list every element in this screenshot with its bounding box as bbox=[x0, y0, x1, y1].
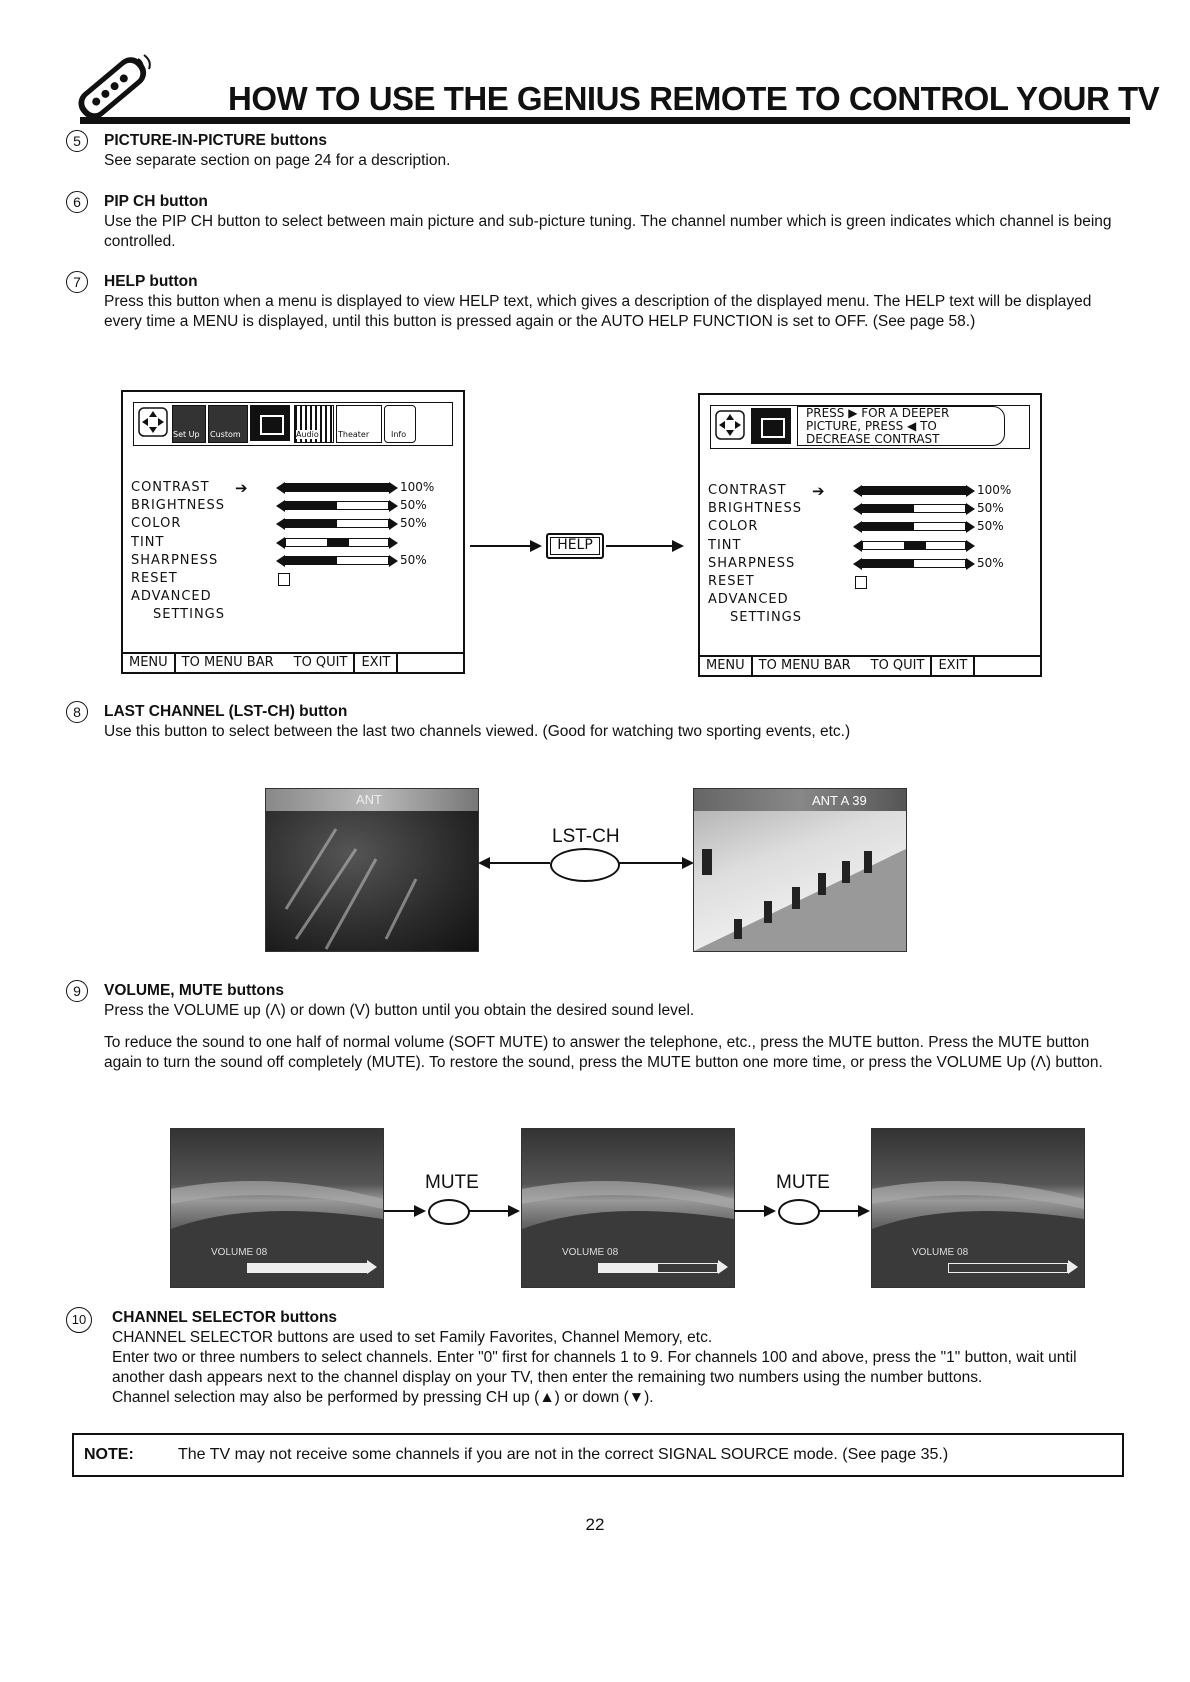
section-number: 10 bbox=[66, 1307, 92, 1333]
menu-row-label[interactable]: ADVANCED bbox=[131, 589, 212, 605]
arrow-mute-2a bbox=[734, 1210, 774, 1212]
mute-label-1: MUTE bbox=[425, 1172, 479, 1193]
reset-checkbox[interactable] bbox=[855, 576, 867, 589]
section-last-channel bbox=[66, 702, 1126, 742]
menu-slider[interactable] bbox=[276, 500, 436, 512]
tab-label: Set Up bbox=[173, 430, 200, 439]
arrow-to-help bbox=[470, 545, 540, 547]
menu-row-label[interactable]: CONTRAST bbox=[131, 480, 210, 495]
footer-menu: MENU bbox=[700, 657, 753, 675]
footer-to-menu-bar: TO MENU BAR bbox=[181, 655, 274, 670]
remote-control-logo-icon bbox=[60, 45, 170, 125]
section-body: See separate section on page 24 for a description. bbox=[104, 152, 451, 169]
volume-arrow-icon bbox=[718, 1260, 728, 1274]
section-number: 5 bbox=[66, 130, 88, 152]
section-heading: VOLUME, MUTE buttons bbox=[104, 982, 284, 999]
menu-row-label[interactable]: CONTRAST bbox=[708, 483, 787, 498]
menu-row-label[interactable]: SETTINGS bbox=[730, 610, 803, 626]
section-pip-ch bbox=[66, 192, 1126, 252]
slider-value: 50% bbox=[400, 552, 427, 567]
page-number: 22 bbox=[585, 1515, 605, 1534]
cursor-arrow-icon: ➔ bbox=[235, 479, 249, 497]
section-body: Press this button when a menu is displayed to view HELP text, which gives a description of the displayed menu. The HELP text will be displayed every time a MENU is displayed, until this button is pressed again or the AUTO HELP FUNCTION is set to OFF. (See page 58.) bbox=[104, 293, 1092, 330]
mute-button-shape-1[interactable] bbox=[428, 1199, 470, 1225]
section-volume-mute bbox=[66, 981, 1126, 1073]
section-number: 6 bbox=[66, 191, 88, 213]
section-heading: HELP button bbox=[104, 273, 198, 290]
help-button[interactable]: HELP bbox=[546, 533, 604, 559]
slider-value: 50% bbox=[977, 519, 1004, 534]
volume-bar bbox=[598, 1263, 718, 1273]
volume-arrow-icon bbox=[1068, 1260, 1078, 1274]
menu-row-label[interactable]: BRIGHTNESS bbox=[708, 501, 803, 517]
menu-slider[interactable] bbox=[853, 521, 1013, 533]
slider-value: 50% bbox=[977, 555, 1004, 570]
section-pip-buttons bbox=[66, 131, 1126, 171]
menu-slider[interactable] bbox=[276, 518, 436, 530]
menu-row-label[interactable]: RESET bbox=[708, 574, 755, 589]
menu-row-label[interactable]: SHARPNESS bbox=[131, 552, 219, 568]
menu-row-label[interactable]: RESET bbox=[131, 571, 178, 586]
page-title: HOW TO USE THE GENIUS REMOTE TO CONTROL YOUR TV bbox=[228, 80, 1160, 117]
navigation-arrows-icon bbox=[715, 410, 745, 440]
tab-label: Custom bbox=[210, 430, 241, 439]
section-body: CHANNEL SELECTOR buttons are used to set Family Favorites, Channel Memory, etc. bbox=[112, 1329, 713, 1346]
volume-osd: VOLUME 08 bbox=[211, 1247, 268, 1258]
menu-row-label[interactable]: BRIGHTNESS bbox=[131, 498, 226, 514]
footer-to-quit: TO QUIT bbox=[865, 657, 933, 675]
tab-label: Theater bbox=[338, 430, 370, 439]
footer-menu: MENU bbox=[123, 654, 176, 672]
menu-slider[interactable] bbox=[853, 555, 1013, 570]
section-heading: PIP CH button bbox=[104, 193, 208, 210]
channel-display: ANT bbox=[356, 792, 382, 807]
skiers-silhouette bbox=[694, 789, 906, 951]
volume-osd: VOLUME 08 bbox=[562, 1247, 619, 1258]
mute-photo-1 bbox=[170, 1128, 384, 1288]
menu-row-label[interactable]: COLOR bbox=[708, 519, 759, 535]
note-text: The TV may not receive some channels if you are not in the correct SIGNAL SOURCE mode. (See page 35.) bbox=[178, 1446, 949, 1463]
menu-slider[interactable] bbox=[276, 537, 436, 549]
slider-value: 50% bbox=[400, 498, 427, 513]
menu-row-label[interactable]: SETTINGS bbox=[153, 607, 226, 623]
section-body: Channel selection may also be performed by pressing CH up (▲) or down (▼). bbox=[112, 1389, 654, 1406]
mute-button-shape-2[interactable] bbox=[778, 1199, 820, 1225]
mute-photo-3 bbox=[871, 1128, 1085, 1288]
menu-row-label[interactable]: TINT bbox=[131, 534, 165, 550]
picture-menu-right bbox=[698, 393, 1042, 677]
footer-to-quit: TO QUIT bbox=[288, 654, 356, 672]
mute-photo-2 bbox=[521, 1128, 735, 1288]
menu-row-label[interactable]: COLOR bbox=[131, 516, 182, 532]
slider-value: 100% bbox=[400, 480, 435, 494]
menu-slider[interactable] bbox=[853, 485, 1013, 497]
section-help bbox=[66, 272, 1126, 332]
section-number: 8 bbox=[66, 701, 88, 723]
section-body: Use this button to select between the last two channels viewed. (Good for watching two sporting events, etc.) bbox=[104, 723, 851, 740]
menu-footer bbox=[123, 652, 463, 672]
arrow-to-left-channel bbox=[480, 862, 550, 864]
tab-label: Info bbox=[391, 430, 407, 439]
title-rule bbox=[80, 117, 1130, 124]
video-tab-icon bbox=[751, 408, 791, 444]
help-text-line: PRESS ▶ FOR A DEEPER bbox=[806, 406, 950, 420]
photo-streaks bbox=[266, 789, 478, 951]
help-text-line: DECREASE CONTRAST bbox=[806, 432, 940, 446]
slider-value: 100% bbox=[977, 483, 1012, 497]
menu-slider[interactable] bbox=[276, 482, 436, 494]
menu-row-label[interactable]: SHARPNESS bbox=[708, 555, 796, 571]
cursor-arrow-icon: ➔ bbox=[812, 482, 826, 500]
volume-bar bbox=[948, 1263, 1068, 1273]
lstch-button-shape[interactable] bbox=[550, 848, 620, 882]
mute-label-2: MUTE bbox=[776, 1172, 830, 1193]
note-box bbox=[72, 1433, 1124, 1477]
slider-value: 50% bbox=[400, 516, 427, 531]
menu-row-label[interactable]: TINT bbox=[708, 537, 742, 553]
menu-row-label[interactable]: ADVANCED bbox=[708, 592, 789, 608]
footer-to-menu-bar: TO MENU BAR bbox=[758, 658, 851, 673]
section-number: 9 bbox=[66, 980, 88, 1002]
picture-menu-left bbox=[121, 390, 465, 674]
menu-slider[interactable] bbox=[853, 540, 1013, 552]
lstch-label: LST-CH bbox=[552, 826, 620, 847]
volume-arrow-icon bbox=[367, 1260, 377, 1274]
section-heading: CHANNEL SELECTOR buttons bbox=[112, 1309, 338, 1326]
section-body: Press the VOLUME up (Λ) or down (V) button until you obtain the desired sound level. bbox=[104, 1002, 695, 1019]
menu-icon-bar bbox=[133, 402, 453, 446]
channel-display: ANT A 39 bbox=[812, 793, 867, 808]
arrow-mute-1a bbox=[384, 1210, 424, 1212]
help-text-box bbox=[797, 406, 1005, 446]
menu-icon-bar bbox=[710, 405, 1030, 449]
channel-photo-right bbox=[693, 788, 907, 952]
arrow-mute-2b bbox=[818, 1210, 868, 1212]
channel-photo-left bbox=[265, 788, 479, 952]
reset-checkbox[interactable] bbox=[278, 573, 290, 586]
navigation-arrows-icon bbox=[138, 407, 168, 437]
note-label: NOTE: bbox=[84, 1446, 134, 1463]
footer-exit: EXIT bbox=[932, 657, 975, 675]
section-channel-selector bbox=[66, 1308, 1126, 1408]
tab-label: Audio bbox=[296, 430, 319, 439]
arrow-mute-1b bbox=[468, 1210, 518, 1212]
section-heading: LAST CHANNEL (LST-CH) button bbox=[104, 703, 348, 720]
section-heading: PICTURE-IN-PICTURE buttons bbox=[104, 132, 328, 149]
video-tab-icon bbox=[250, 405, 290, 441]
section-body: To reduce the sound to one half of normal volume (SOFT MUTE) to answer the telephone, etc., press the MUTE button. Press the MUTE button again to turn the sound off completely (MUTE). To restore the sound, press the MUTE button one more time, or press the VOLUME Up (Λ) button. bbox=[104, 1034, 1103, 1071]
slider-value: 50% bbox=[977, 501, 1004, 516]
section-number: 7 bbox=[66, 271, 88, 293]
section-body: Use the PIP CH button to select between main picture and sub-picture tuning. The channel number which is green indicates which channel is being controlled. bbox=[104, 213, 1112, 250]
volume-osd: VOLUME 08 bbox=[912, 1247, 969, 1258]
menu-slider[interactable] bbox=[276, 552, 436, 567]
menu-slider[interactable] bbox=[853, 503, 1013, 515]
menu-footer bbox=[700, 655, 1040, 675]
volume-bar bbox=[247, 1263, 367, 1273]
arrow-to-right-channel bbox=[618, 862, 692, 864]
help-text-line: PICTURE, PRESS ◀ TO bbox=[806, 419, 937, 433]
section-body: Enter two or three numbers to select channels. Enter "0" first for channels 1 to 9. For channels 100 and above, press the "1" button, wait until another dash appears next to the channel display on your TV, then enter the remaining two numbers using the number buttons. bbox=[112, 1349, 1077, 1386]
arrow-from-help bbox=[606, 545, 682, 547]
footer-exit: EXIT bbox=[355, 654, 398, 672]
